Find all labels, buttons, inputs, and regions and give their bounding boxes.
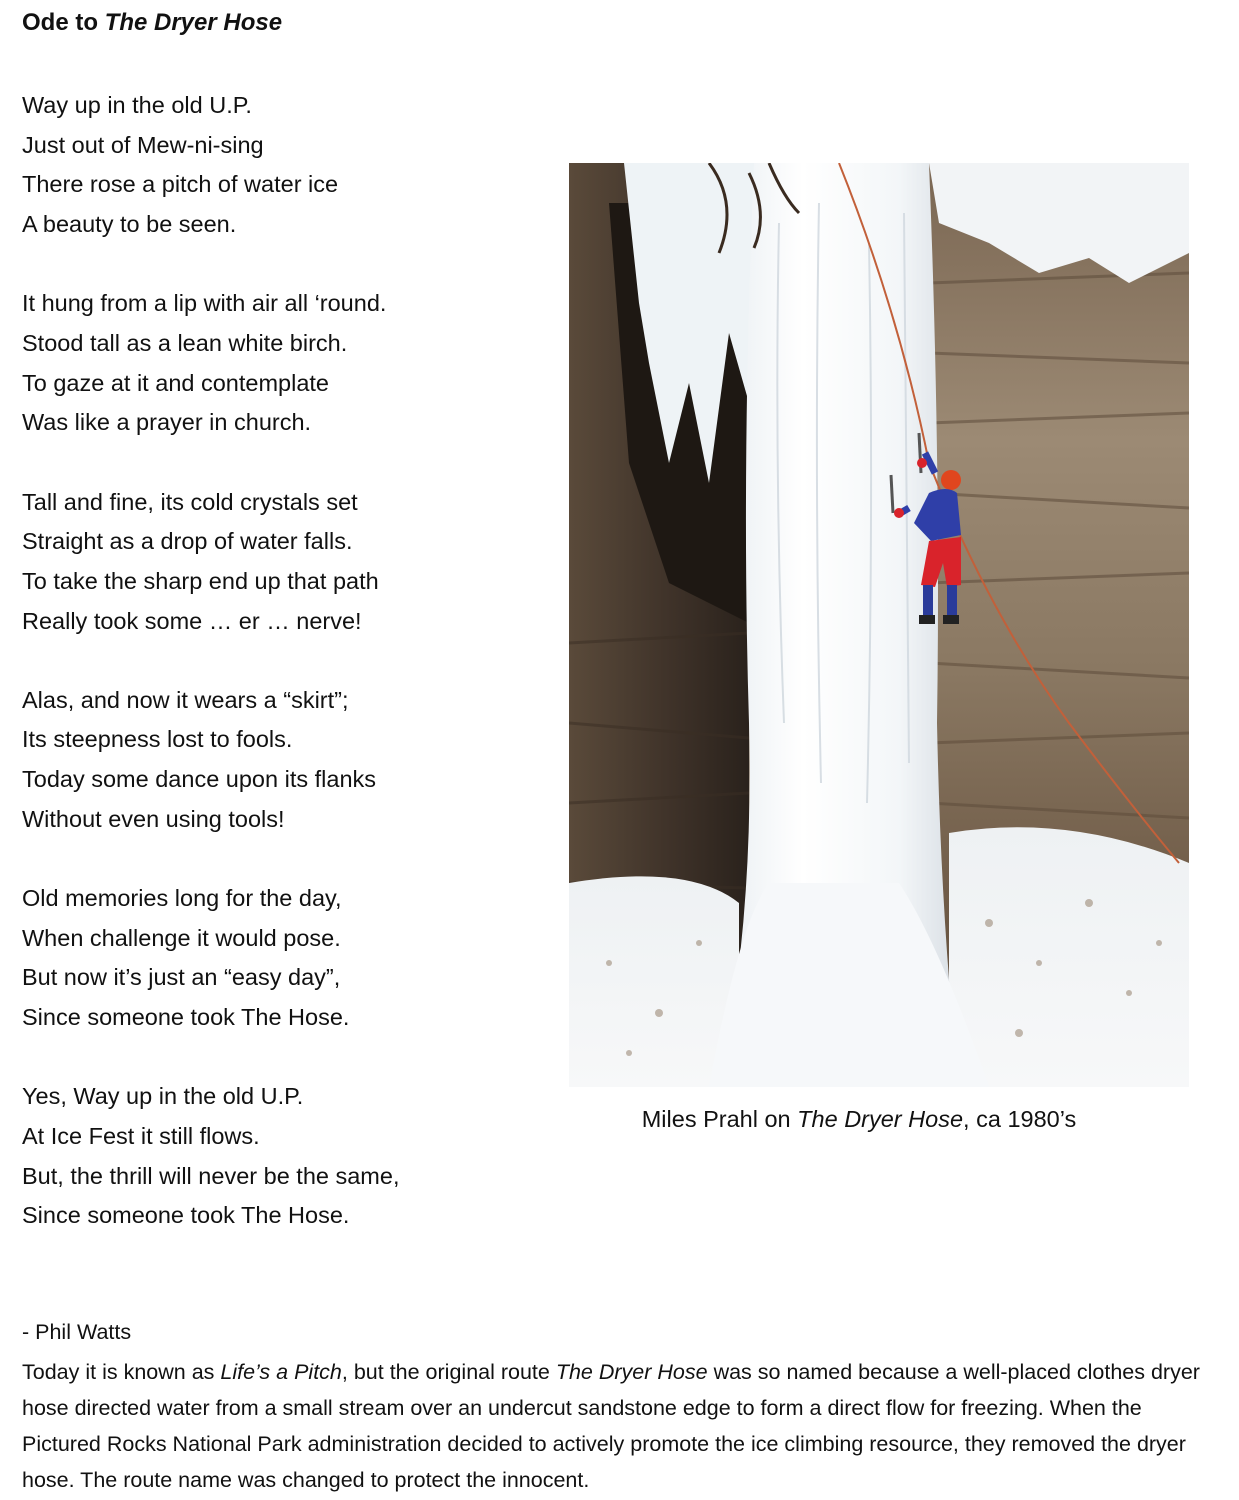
poem-line: To gaze at it and contemplate <box>22 369 330 396</box>
caption-text: Miles Prahl on <box>641 1106 798 1132</box>
poem-line: Stood tall as a lean white birch. <box>22 329 348 356</box>
poem-line: It hung from a lip with air all ‘round. <box>22 290 387 317</box>
poem-line: But now it’s just an “easy day”, <box>22 964 341 991</box>
poem-line: A beauty to be seen. <box>22 211 237 238</box>
title-italic: The Dryer Hose <box>104 9 283 36</box>
poem-line: Since someone took The Hose. <box>22 1202 350 1229</box>
poem-line: Without even using tools! <box>22 805 285 832</box>
author-attribution: - Phil Watts <box>22 1320 132 1344</box>
poem-line: Really took some … er … nerve! <box>22 607 362 634</box>
poem-stanza <box>22 86 542 245</box>
note-italic-original: The Dryer Hose <box>555 1360 708 1384</box>
poem-line: Since someone took The Hose. <box>22 1004 350 1031</box>
photo-illustration <box>569 163 1189 1087</box>
poem-line: At Ice Fest it still flows. <box>22 1122 260 1149</box>
caption-text-end: , ca 1980’s <box>963 1106 1077 1132</box>
poem-line: Old memories long for the day, <box>22 885 342 911</box>
page-title <box>22 9 282 37</box>
ice-climber-photo <box>569 163 1189 1087</box>
poem-line: Just out of Mew-ni-sing <box>22 131 264 158</box>
poem-line: Was like a prayer in church. <box>22 409 312 436</box>
explanatory-note <box>22 1354 1217 1498</box>
caption-italic: The Dryer Hose <box>797 1106 964 1132</box>
poem-stanza <box>22 1077 542 1236</box>
note-text: was so named because a well-placed clothes dryer hose directed water from a small stream over an undercut sandstone edge to form a direct flow for freezing. When the Pictured Rocks National Park administration decided to actively promote the ice climbing resource, they removed the dryer hose. The route name was changed to protect the innocent. <box>22 1360 1200 1492</box>
poem-line: Alas, and now it wears a “skirt”; <box>22 686 349 713</box>
poem-line: Straight as a drop of water falls. <box>22 528 353 555</box>
poem-line: Tall and fine, its cold crystals set <box>22 488 358 515</box>
poem-stanza <box>22 284 542 443</box>
note-italic-route: Life’s a Pitch <box>220 1360 342 1384</box>
poem <box>22 86 542 1276</box>
poem-stanza <box>22 879 542 1038</box>
poem-line: But, the thrill will never be the same, <box>22 1162 400 1189</box>
photo-caption <box>569 1106 1149 1133</box>
title-prefix: Ode to <box>22 9 105 36</box>
poem-line: There rose a pitch of water ice <box>22 171 339 198</box>
poem-line: Yes, Way up in the old U.P. <box>22 1083 304 1110</box>
poem-line: When challenge it would pose. <box>22 924 341 951</box>
poem-stanza <box>22 681 542 840</box>
poem-line: Its steepness lost to fools. <box>22 726 293 753</box>
poem-line: Way up in the old U.P. <box>22 92 252 118</box>
poem-line: Today some dance upon its flanks <box>22 766 377 793</box>
poem-line: To take the sharp end up that path <box>22 567 379 594</box>
poem-stanza <box>22 483 542 642</box>
note-text: Today it is known as <box>22 1360 221 1384</box>
note-text: , but the original route <box>341 1360 556 1384</box>
